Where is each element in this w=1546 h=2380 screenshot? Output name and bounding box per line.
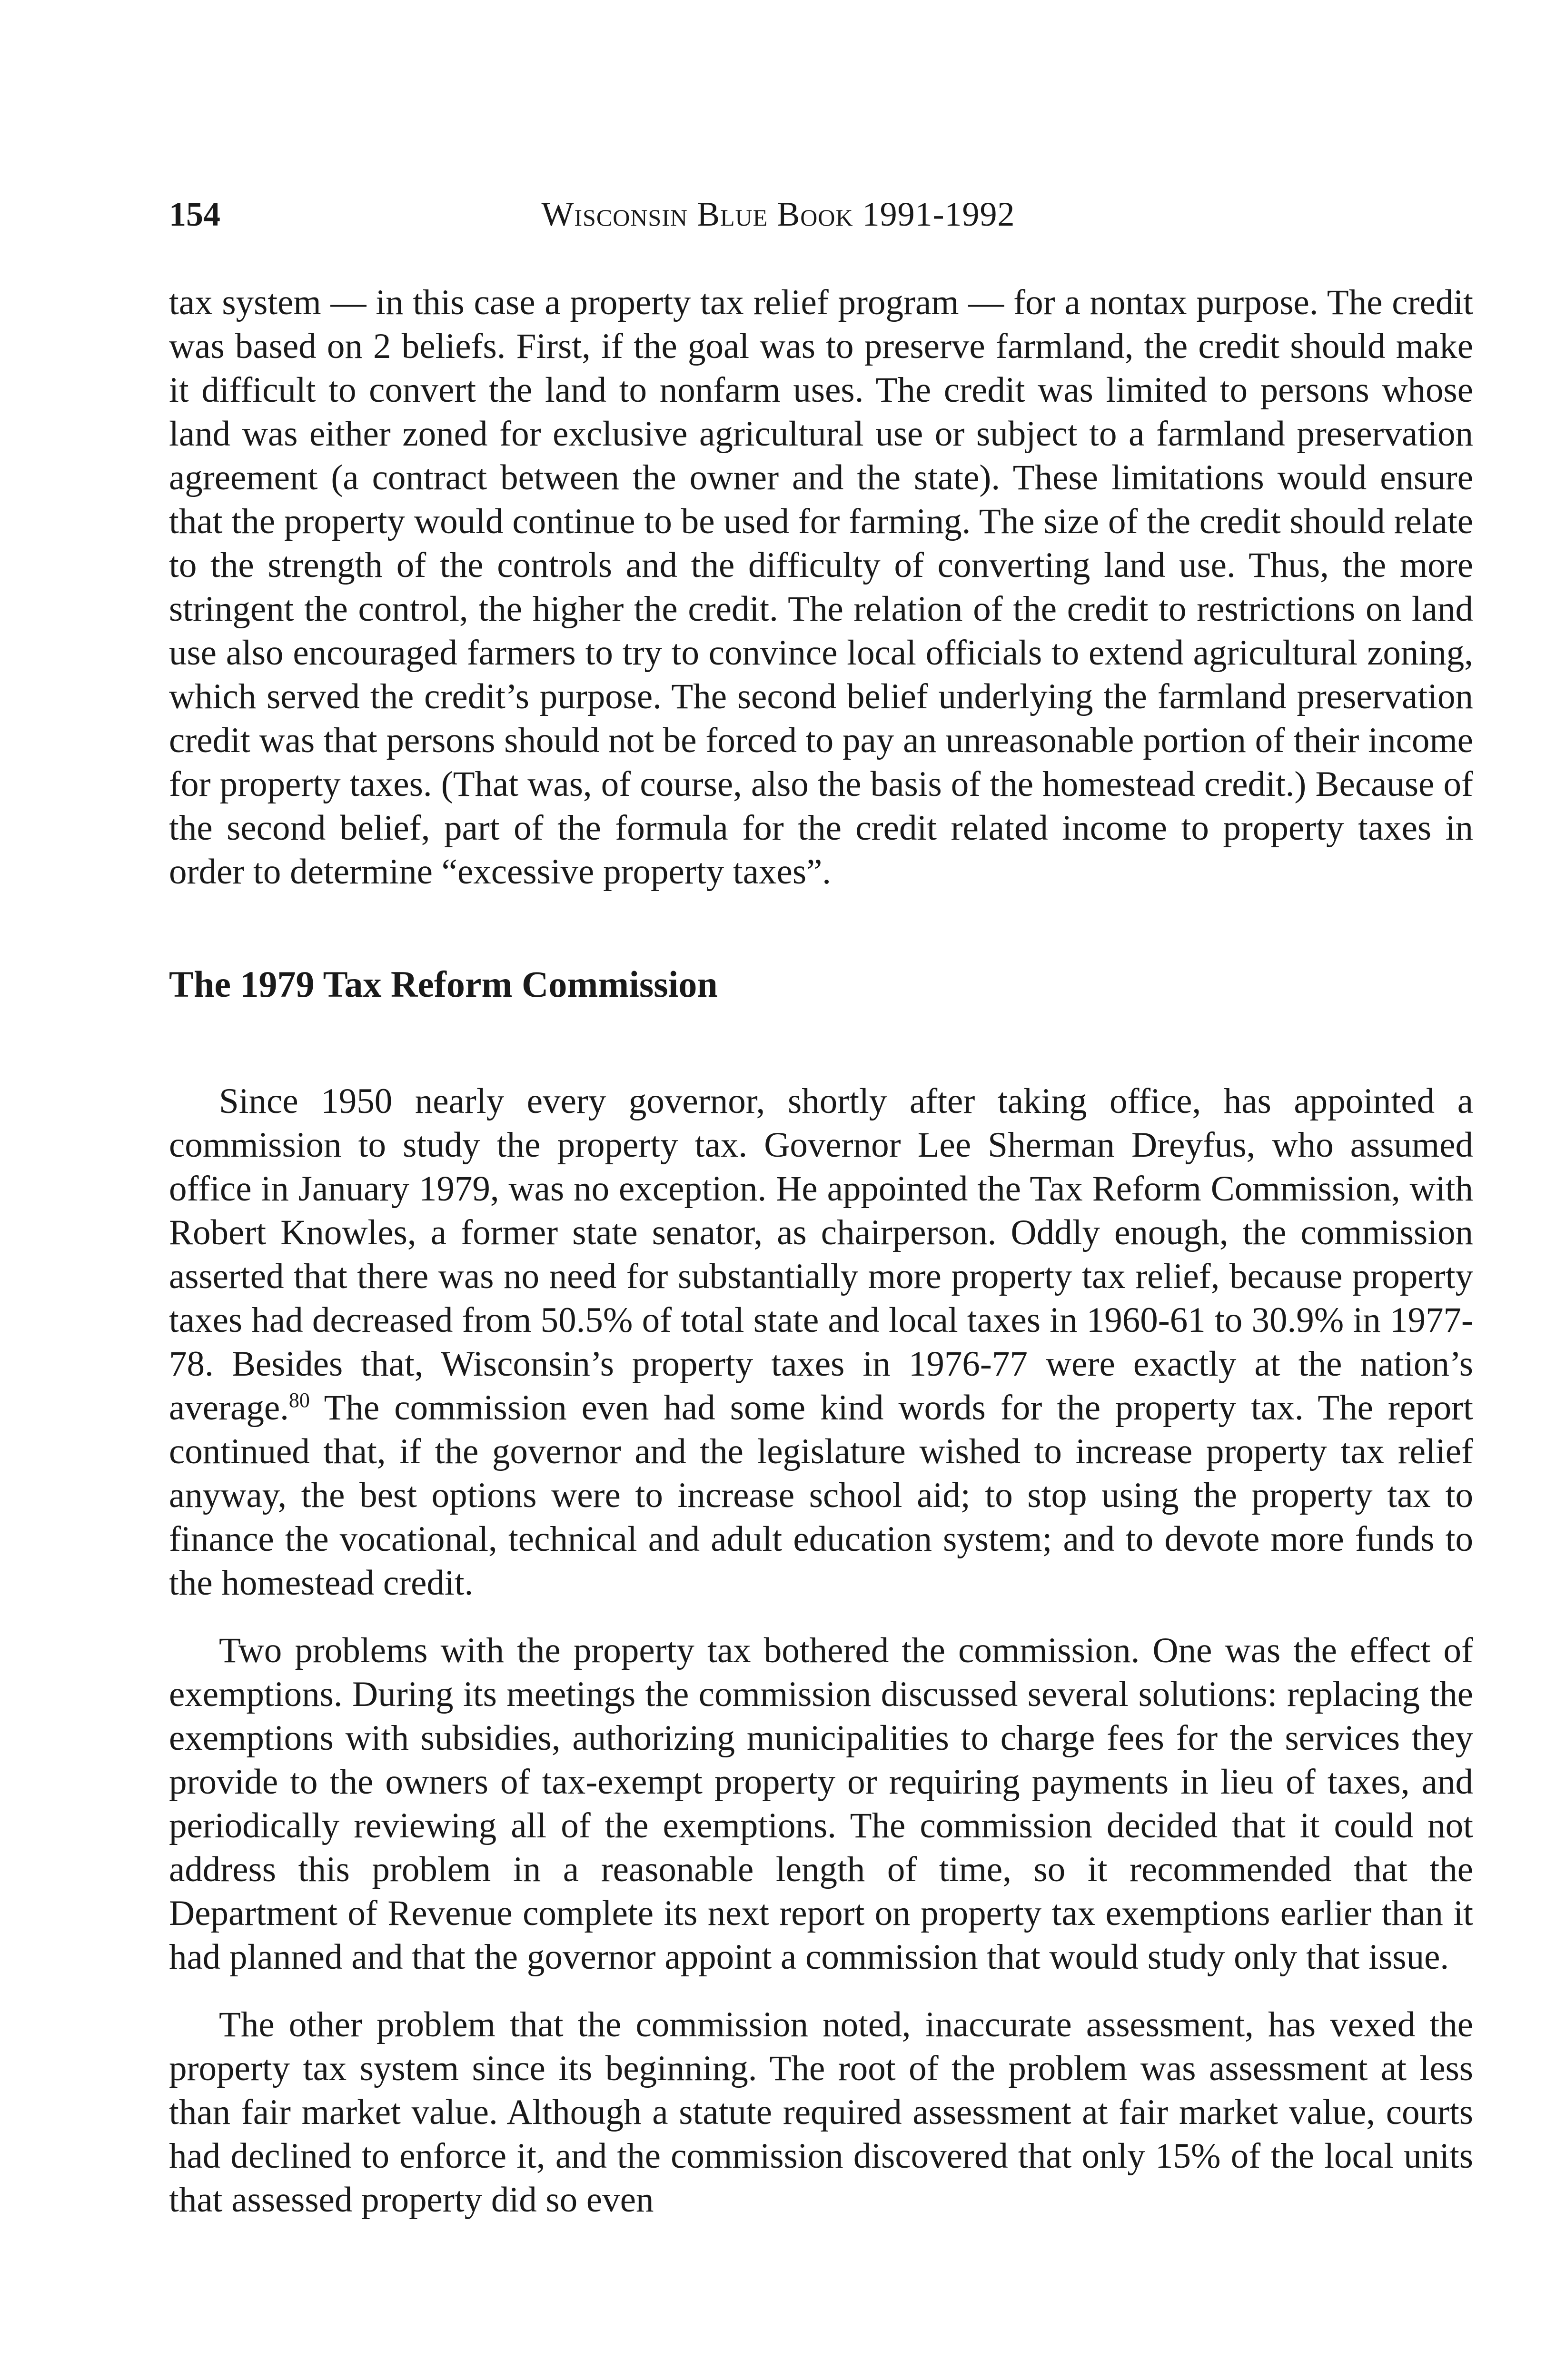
paragraph-text: The commission even had some kind words for the property tax. The report continued that, if the governor and the legislature wished to increase property tax relief anyway, the best options were to increase school aid; to stop using the property tax to finance the vocational, technical and adult education system; and to devote more funds to the homestead credit. bbox=[169, 1388, 1473, 1603]
running-head bbox=[169, 188, 1387, 240]
section-heading: The 1979 Tax Reform Commission bbox=[169, 963, 718, 1005]
running-head-years: 1991-1992 bbox=[862, 195, 1015, 233]
paragraph-continued: tax system — in this case a property tax relief program — for a nontax purpose. The credit was based on 2 beliefs. First, if the goal was to preserve farmland, the credit should make it difficult to convert the land to nonfarm uses. The credit was limited to persons whose land was either zoned for exclusive agricultural use or subject to a farmland preservation agreement (a contract between the owner and the state). These limitations would ensure that the property would continue to be used for farming. The size of the credit should relate to the strength of the controls and the difficulty of converting land use. Thus, the more stringent the control, the higher the credit. The relation of the credit to restrictions on land use also encouraged farmers to try to convince local officials to extend agricultural zoning, which served the credit’s purpose. The second belief underlying the farmland preservation credit was that persons should not be forced to pay an unreasonable portion of their income for property taxes. (That was, of course, also the basis of the homestead credit.) Because of the second belief, part of the formula for the credit related income to property taxes in order to determine “excessive property taxes”. bbox=[169, 283, 1473, 892]
paragraph-commission-intro bbox=[169, 1080, 1473, 1605]
paragraph-text: Since 1950 nearly every governor, shortly after taking office, has appointed a commission to study the property tax. Governor Lee Sherman Dreyfus, who assumed office in January 1979, was no exception. He appointed the Tax Reform Commission, with Robert Knowles, a former state senator, as chairperson. Oddly enough, the commission asserted that there was no need for substantially more property tax relief, because property taxes had decreased from 50.5% of total state and local taxes in 1960-61 to 30.9% in 1977-78. Besides that, Wisconsin’s property taxes in 1976-77 were exactly at the nation’s average. bbox=[169, 1081, 1473, 1428]
running-head-title: Wisconsin Blue Book bbox=[541, 195, 853, 233]
page-number: 154 bbox=[169, 195, 220, 233]
paragraph-assessment: The other problem that the commission noted, inaccurate assessment, has vexed the property tax system since its beginning. The root of the problem was assessment at less than fair market value. Although a statute required assessment at fair market value, courts had declined to enforce it, and the commission discovered that only 15% of the local units that assessed property did so even bbox=[169, 2005, 1473, 2220]
paragraph-exemptions: Two problems with the property tax bothered the commission. One was the effect of exemptions. During its meetings the commission discussed several solutions: replacing the exemptions with subsidies, authorizing municipalities to charge fees for the services they provide to the owners of tax-exempt property or requiring payments in lieu of taxes, and periodically reviewing all of the exemptions. The commission decided that it could not address this problem in a reasonable length of time, so it recommended that the Department of Revenue complete its next report on property tax exemptions earlier than it had planned and that the governor appoint a commission that would study only that issue. bbox=[169, 1631, 1473, 1977]
footnote-reference: 80 bbox=[288, 1388, 310, 1412]
page-header bbox=[169, 188, 1387, 240]
body-text bbox=[169, 281, 1473, 2222]
